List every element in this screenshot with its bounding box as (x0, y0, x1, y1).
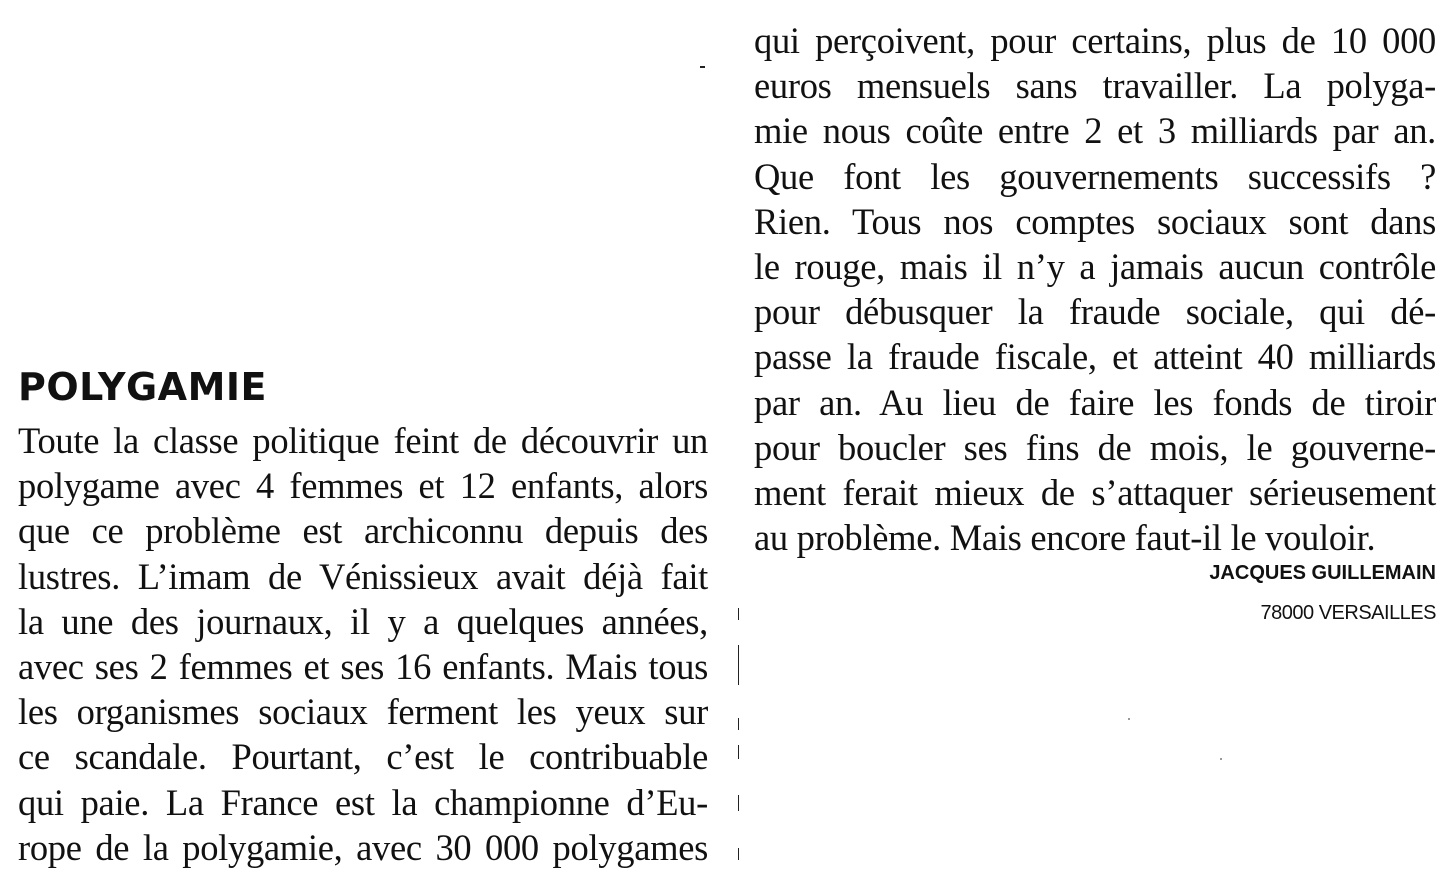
text-line: passe la fraude fiscale, et atteint 40 milliards (754, 336, 1436, 378)
text-line: Toute la classe politique feint de découvrir un (18, 420, 708, 461)
text-line: qui paie. La France est la championne d’Eu- (18, 781, 708, 823)
text-line: les organismes sociaux ferment les yeux sur (18, 691, 708, 733)
scan-mark (700, 66, 705, 68)
column-rule-fragment (738, 795, 739, 811)
text-line: le rouge, mais il n’y a jamais aucun contrôle (754, 245, 1436, 287)
left-column (18, 418, 708, 870)
text-line: lustres. L’imam de Vénissieux avait déjà fait (18, 555, 708, 597)
column-rule-fragment (738, 848, 739, 860)
text-line: mie nous coûte entre 2 et 3 milliards par an. (754, 110, 1436, 152)
text-line: la une des journaux, il y a quelques années, (18, 600, 708, 642)
author-city: 78000 VERSAILLES (1260, 602, 1436, 624)
text-line: euros mensuels sans travailler. La polyga- (754, 65, 1436, 107)
right-column (754, 18, 1436, 560)
text-line: ce scandale. Pourtant, c’est le contribuable (18, 736, 708, 778)
text-line: Rien. Tous nos comptes sociaux sont dans (754, 200, 1436, 242)
article-heading: POLYGAMIE (18, 365, 267, 409)
author-name: JACQUES GUILLEMAIN (1209, 562, 1436, 584)
scan-mark (1220, 758, 1222, 760)
column-rule-fragment (738, 645, 739, 685)
text-line: par an. Au lieu de faire les fonds de tiroir (754, 381, 1436, 423)
scan-mark (1128, 718, 1130, 720)
text-line: pour débusquer la fraude sociale, qui dé- (754, 291, 1436, 333)
column-rule-fragment (738, 608, 739, 620)
text-line: avec ses 2 femmes et ses 16 enfants. Mais tous (18, 645, 708, 687)
text-line: que ce problème est archiconnu depuis des (18, 510, 708, 552)
text-line: ment ferait mieux de s’attaquer sérieusement (754, 471, 1436, 513)
text-line: pour boucler ses fins de mois, le gouverne- (754, 426, 1436, 468)
column-rule-fragment (738, 745, 739, 759)
text-line: au problème. Mais encore faut-il le vouloir. (754, 517, 1376, 559)
column-rule-fragment (738, 718, 739, 730)
text-line: polygame avec 4 femmes et 12 enfants, alors (18, 465, 708, 507)
text-line: rope de la polygamie, avec 30 000 polygames (18, 826, 708, 868)
text-line: qui perçoivent, pour certains, plus de 10 000 (754, 20, 1436, 61)
text-line: Que font les gouvernements successifs ? (754, 155, 1436, 197)
